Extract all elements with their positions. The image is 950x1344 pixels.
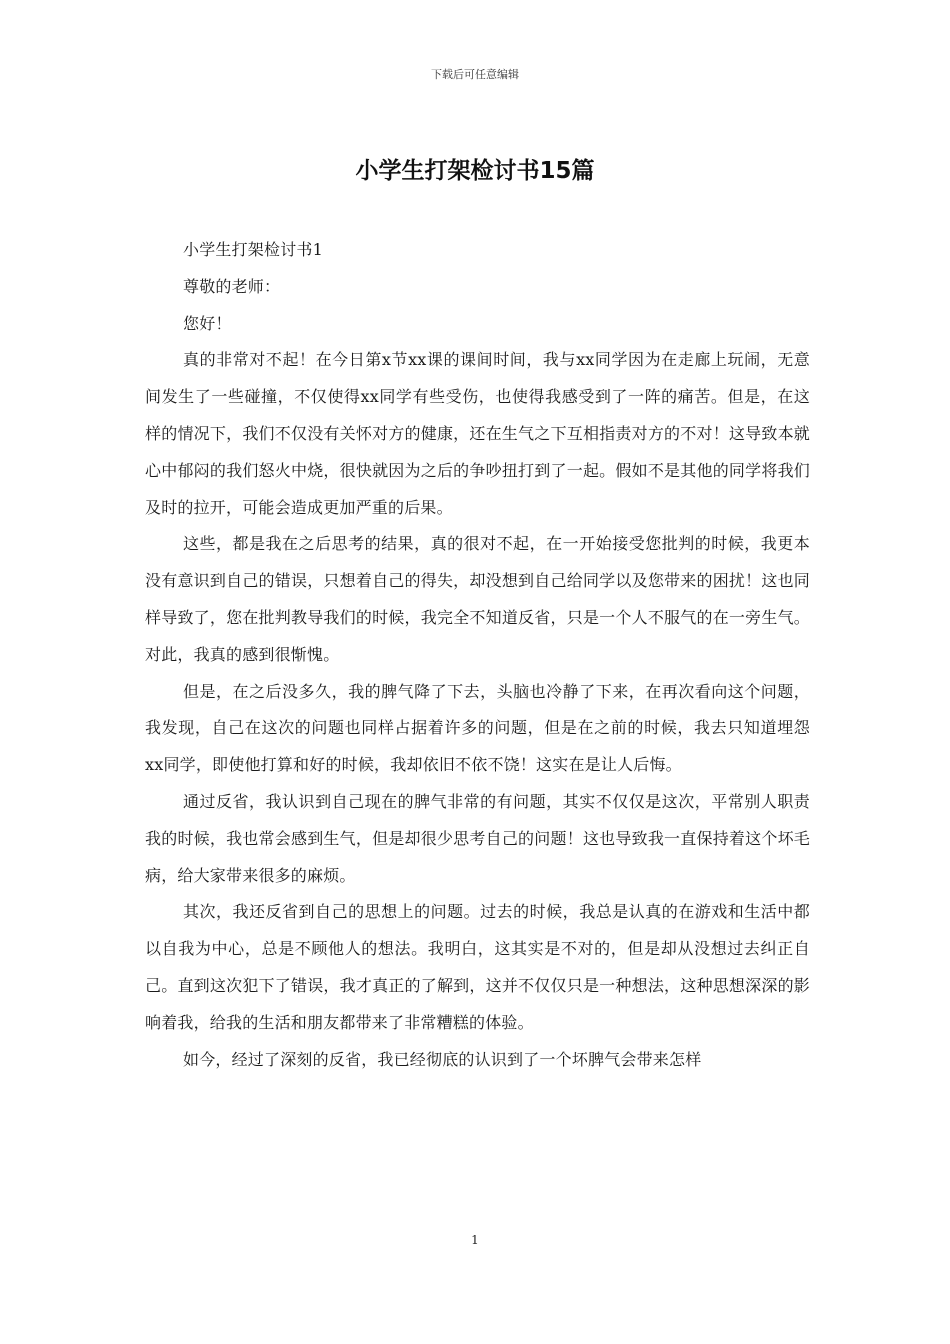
- paragraph: 但是，在之后没多久，我的脾气降了下去，头脑也冷静了下来，在再次看向这个问题，我发现，自己在这次的问题也同样占据着许多的问题，但是在之前的时候，我去只知道埋怨xx同学，即使他打算和好的时候，我却依旧不依不饶！这实在是让人后悔。: [145, 681, 810, 775]
- paragraph: 真的非常对不起！在今日第x节xx课的课间时间，我与xx同学因为在走廊上玩闹，无意间发生了一些碰撞，不仅使得xx同学有些受伤，也使得我感受到了一阵的痛苦。但是，在这样的情况下，我们不仅没有关怀对方的健康，还在生气之下互相指责对方的不对！这导致本就心中郁闷的我们怒火中烧，很快就因为之后的争吵扭打到了一起。假如不是其他的同学将我们及时的拉开，可能会造成更加严重的后果。: [145, 350, 810, 517]
- salutation: 尊敬的老师：: [183, 276, 281, 296]
- document-title: 小学生打架检讨书15篇: [355, 158, 595, 184]
- paragraph: 如今，经过了深刻的反省，我已经彻底的认识到了一个坏脾气会带来怎样: [183, 1049, 702, 1069]
- document-body: [145, 232, 810, 1078]
- paragraph: 这些，都是我在之后思考的结果，真的很对不起，在一开始接受您批判的时候，我更本没有意识到自己的错误，只想着自己的得失，却没想到自己给同学以及您带来的困扰！这也同样导致了，您在批判教导我们的时候，我完全不知道反省，只是一个人不服气的在一旁生气。对此，我真的感到很惭愧。: [145, 534, 810, 664]
- page-number: 1: [471, 1233, 479, 1247]
- section-heading: 小学生打架检讨书1: [183, 240, 323, 259]
- greeting: 您好！: [183, 313, 232, 333]
- header-note: 下载后可任意编辑: [431, 68, 519, 81]
- paragraph: 通过反省，我认识到自己现在的脾气非常的有问题，其实不仅仅是这次，平常别人职责我的时候，我也常会感到生气，但是却很少思考自己的问题！这也导致我一直保持着这个坏毛病，给大家带来很多的麻烦。: [145, 791, 810, 885]
- paragraph: 其次，我还反省到自己的思想上的问题。过去的时候，我总是认真的在游戏和生活中都以自我为中心，总是不顾他人的想法。我明白，这其实是不对的，但是却从没想过去纠正自己。直到这次犯下了错误，我才真正的了解到，这并不仅仅只是一种想法，这种思想深深的影响着我，给我的生活和朋友都带来了非常糟糕的体验。: [145, 902, 810, 1032]
